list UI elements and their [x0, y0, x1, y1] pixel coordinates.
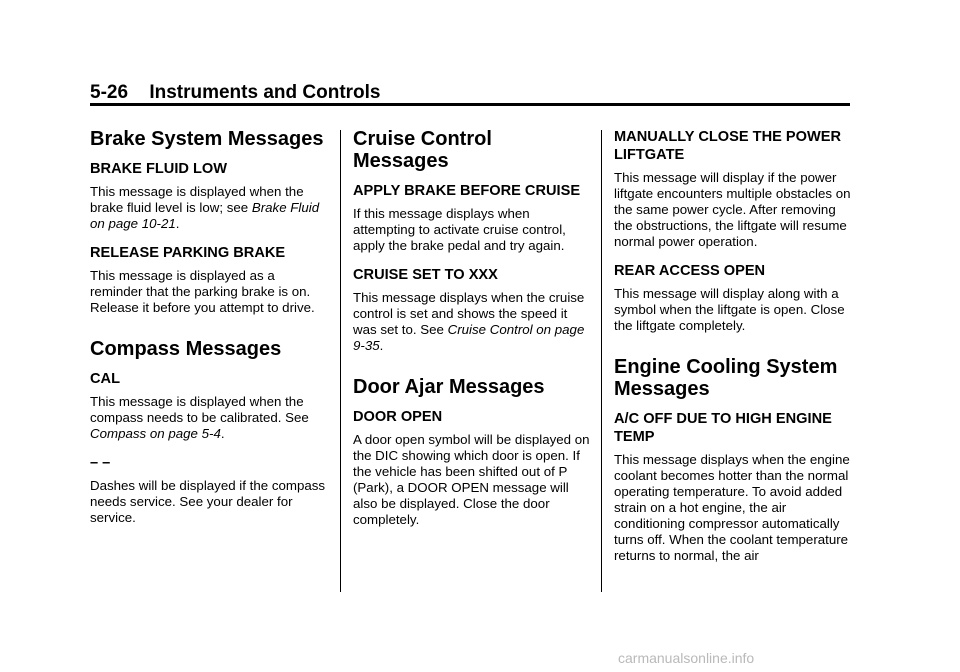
cross-reference-link[interactable]: Compass on page 5-4	[90, 426, 221, 441]
paragraph-ac-off-high-temp: This message displays when the engine coolant becomes hotter than the normal operating temperature. To avoid added strain on a hot engine, the air conditioning compressor automatically turns off. When the coolant temperature returns to normal, the air	[614, 452, 850, 563]
heading-cal: CAL	[90, 371, 120, 387]
heading-manually-close-liftgate: MANUALLY CLOSE THE POWER LIFTGATE	[614, 129, 842, 163]
heading-brake-fluid-low: BRAKE FLUID LOW	[90, 161, 228, 177]
paragraph-dashes: Dashes will be displayed if the compass needs service. See your dealer for service.	[90, 478, 326, 525]
text: .	[220, 426, 225, 441]
paragraph-door-open: A door open symbol will be displayed on the DIC showing which door is open. If the vehicle has been shifted out of P (Park), a DOOR OPEN message will also be displayed. Close the door completely.	[353, 432, 590, 527]
heading-release-parking-brake: RELEASE PARKING BRAKE	[90, 245, 286, 261]
section-title: Instruments and Controls	[149, 82, 381, 103]
heading-cruise-set: CRUISE SET TO XXX	[353, 267, 498, 283]
paragraph-brake-fluid-low	[90, 184, 330, 232]
heading-door-ajar-messages: Door Ajar Messages	[353, 376, 545, 398]
cross-reference-link[interactable]: Cruise Control on page 9-35	[353, 322, 585, 353]
heading-engine-cooling-system-messages: Engine Cooling System Messages	[614, 356, 838, 400]
watermark: carmanualsonline.info	[618, 650, 755, 666]
column-1	[90, 128, 330, 538]
column-2	[353, 128, 593, 540]
heading-apply-brake-before-cruise: APPLY BRAKE BEFORE CRUISE	[353, 183, 581, 199]
paragraph-cal	[90, 394, 330, 442]
heading-brake-system-messages: Brake System Messages	[90, 128, 324, 150]
paragraph-release-parking-brake: This message is displayed as a reminder that the parking brake is on. Release it before you attempt to drive.	[90, 268, 315, 315]
text: This message is displayed when the compass needs to be calibrated. See	[90, 394, 309, 425]
text: .	[379, 338, 384, 353]
column-divider-1	[340, 130, 341, 592]
heading-rear-access-open: REAR ACCESS OPEN	[614, 263, 766, 279]
heading-cruise-control-messages: Cruise Control Messages	[353, 128, 492, 172]
paragraph-rear-access-open: This message will display along with a symbol when the liftgate is open. Close the liftgate completely.	[614, 286, 845, 333]
heading-dashes: – –	[90, 455, 111, 471]
heading-compass-messages: Compass Messages	[90, 338, 282, 360]
text: .	[175, 216, 180, 231]
heading-door-open: DOOR OPEN	[353, 409, 443, 425]
paragraph-manually-close-liftgate: This message will display if the power liftgate encounters multiple obstacles on the same power cycle. After removing the obstructions, the liftgate will resume normal power operation.	[614, 170, 851, 249]
column-divider-2	[601, 130, 602, 592]
page-header	[90, 82, 381, 104]
paragraph-apply-brake: If this message displays when attempting to activate cruise control, apply the brake pedal and try again.	[353, 206, 566, 253]
text: This message is displayed when the brake fluid level is low; see	[90, 184, 304, 215]
paragraph-cruise-set	[353, 290, 593, 354]
page-number: 5-26	[90, 82, 129, 103]
cross-reference-link[interactable]: Brake Fluid on page 10-21	[90, 200, 320, 231]
header-rule	[90, 103, 850, 106]
text: This message displays when the cruise control is set and shows the speed it was set to. See	[353, 290, 585, 337]
column-3	[614, 128, 854, 576]
heading-ac-off-high-temp: A/C OFF DUE TO HIGH ENGINE TEMP	[614, 411, 832, 445]
